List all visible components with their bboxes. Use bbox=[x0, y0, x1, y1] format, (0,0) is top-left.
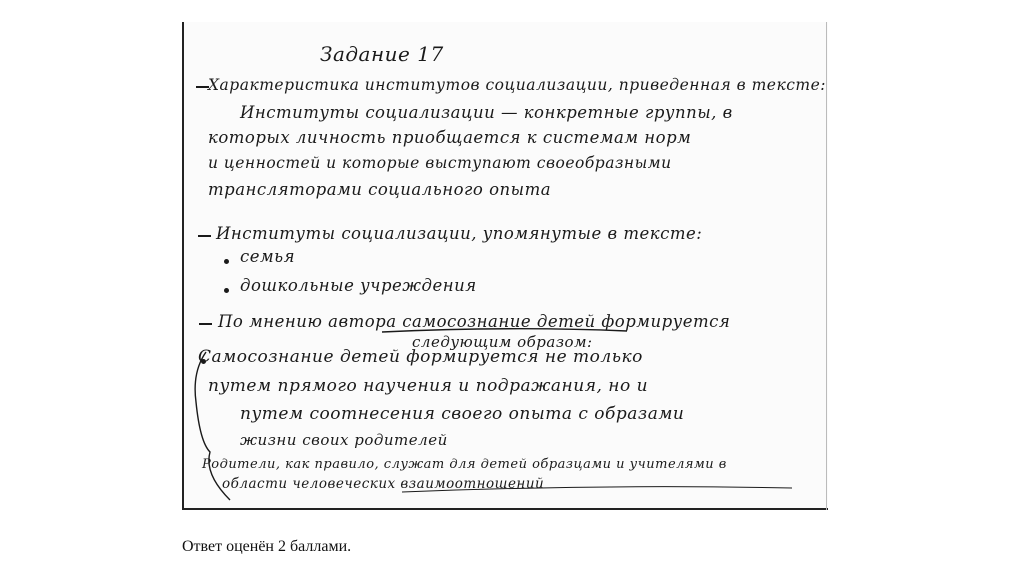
handwritten-line: путем прямого научения и подражания, но и bbox=[208, 376, 649, 396]
handwritten-line: области человеческих взаимоотношений bbox=[222, 476, 545, 492]
task-title: Задание 17 bbox=[320, 42, 444, 66]
handwritten-line: трансляторами социального опыта bbox=[208, 180, 552, 199]
underline-stroke bbox=[382, 329, 627, 332]
grading-caption: Ответ оценён 2 баллами. bbox=[182, 538, 352, 555]
handwritten-line: следующим образом: bbox=[412, 333, 593, 351]
handwritten-list-item: дошкольные учреждения bbox=[240, 276, 477, 295]
underline-stroke bbox=[402, 487, 792, 492]
handwritten-line: которых личность приобщается к системам норм bbox=[208, 128, 692, 147]
bracket-stroke bbox=[195, 352, 230, 500]
handwritten-answer-scan bbox=[182, 22, 828, 510]
handwritten-line: путем соотнесения своего опыта с образами bbox=[240, 404, 685, 424]
pen-strokes-overlay bbox=[182, 22, 828, 510]
handwritten-line: По мнению автора самосознание детей формируется bbox=[218, 312, 731, 331]
handwritten-line: Родители, как правило, служат для детей образцами и учителями в bbox=[202, 457, 727, 472]
handwritten-line: Характеристика институтов социализации, приведенная в тексте: bbox=[208, 76, 826, 94]
handwritten-line: Институты социализации — конкретные группы, в bbox=[240, 103, 733, 122]
handwritten-list-item: семья bbox=[240, 247, 296, 266]
handwritten-line: жизни своих родителей bbox=[240, 431, 448, 449]
handwritten-line: Институты социализации, упомянутые в тексте: bbox=[216, 224, 703, 243]
handwritten-line: Самосознание детей формируется не только bbox=[198, 347, 643, 367]
handwritten-line: и ценностей и которые выступают своеобразными bbox=[208, 154, 672, 172]
